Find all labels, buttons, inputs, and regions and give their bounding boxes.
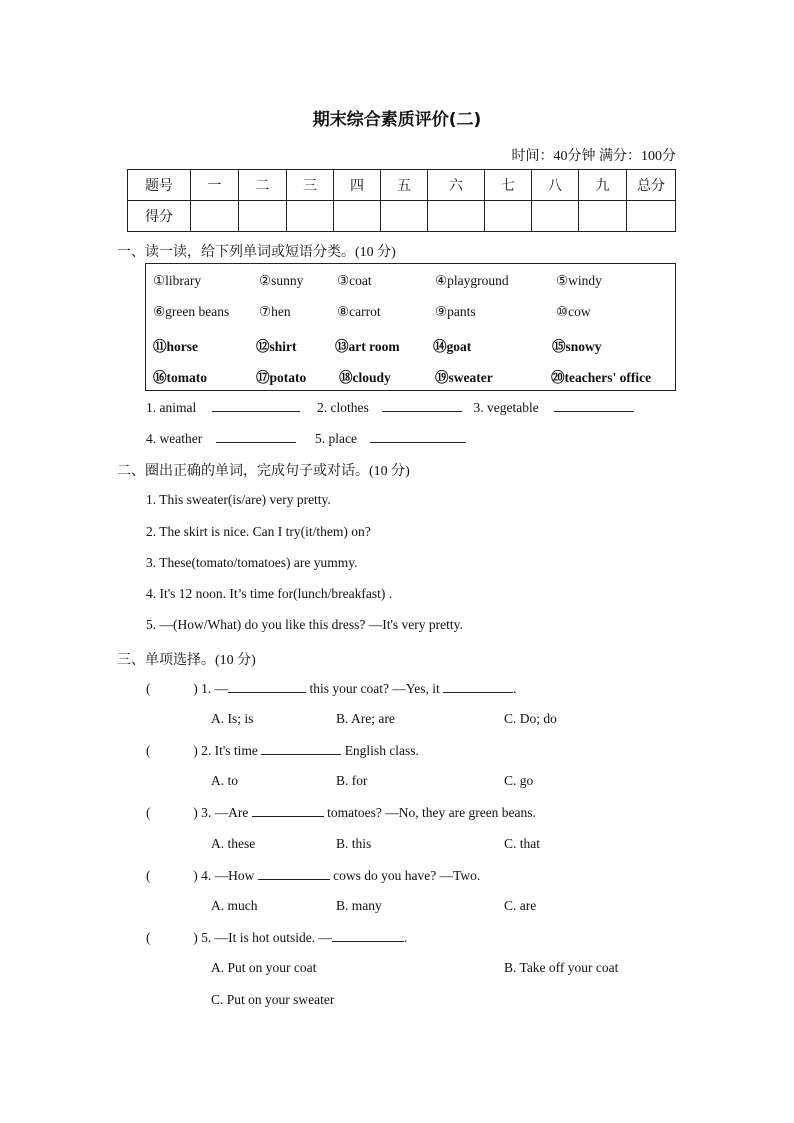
score-cell[interactable] <box>532 201 579 232</box>
category-row-2 <box>146 430 466 447</box>
option-b[interactable]: B. many <box>336 898 382 913</box>
score-header-cell: 题号 <box>128 170 191 201</box>
option-a[interactable]: A. much <box>211 898 258 913</box>
word-item: ⑥green beans <box>153 304 230 319</box>
word-item: ⑦hen <box>259 304 291 319</box>
question-text: this your coat? —Yes, it <box>306 681 444 696</box>
word-item: ⑰potato <box>256 370 307 385</box>
section2-heading: 二、圈出正确的单词，完成句子或对话。(10 分) <box>117 464 410 479</box>
answer-blank[interactable] <box>370 430 466 443</box>
answer-blank[interactable] <box>261 742 341 755</box>
word-item: ⑧carrot <box>337 304 381 319</box>
score-table-header-row <box>128 170 676 201</box>
word-box <box>145 263 676 391</box>
section1-heading: 一、读一读，给下列单词或短语分类。(10 分) <box>117 245 396 260</box>
score-header-cell: 四 <box>334 170 381 201</box>
question-text: 2. It's time <box>201 743 262 758</box>
score-header-cell: 三 <box>287 170 334 201</box>
word-item: ⑳teachers' office <box>551 370 652 385</box>
option-a[interactable]: A. Put on your coat <box>211 960 317 975</box>
answer-blank[interactable] <box>554 399 634 412</box>
score-header-cell: 九 <box>579 170 627 201</box>
question-1 <box>146 680 517 697</box>
word-item: ⑫shirt <box>256 339 297 354</box>
option-a[interactable]: A. Is; is <box>211 711 254 726</box>
answer-paren-close: ) <box>193 930 198 945</box>
question-3 <box>146 804 536 821</box>
question-text: . <box>513 681 517 696</box>
section3-heading: 三、单项选择。(10 分) <box>117 653 256 668</box>
score-cell[interactable] <box>381 201 428 232</box>
answer-blank[interactable] <box>228 680 306 693</box>
option-b[interactable]: B. Take off your coat <box>504 960 619 975</box>
question-text: 3. —Are <box>201 805 252 820</box>
section2-item: 4. It's 12 noon. It’s time for(lunch/breakfast) . <box>146 586 393 601</box>
answer-paren-open: ( <box>146 805 151 820</box>
option-b[interactable]: B. Are; are <box>336 711 395 726</box>
question-text: tomatoes? —No, they are green beans. <box>323 805 536 820</box>
word-item: ⑲sweater <box>435 370 493 385</box>
score-cell[interactable] <box>579 201 627 232</box>
word-item: ⑯tomato <box>153 370 207 385</box>
answer-paren-open: ( <box>146 743 151 758</box>
word-item: ⑱cloudy <box>339 370 391 385</box>
score-cell[interactable] <box>191 201 239 232</box>
answer-blank[interactable] <box>382 399 462 412</box>
word-item: ⑩cow <box>556 304 591 319</box>
score-header-cell: 五 <box>381 170 428 201</box>
score-header-cell: 一 <box>191 170 239 201</box>
question-2 <box>146 742 419 759</box>
answer-blank[interactable] <box>252 804 324 817</box>
score-cell[interactable] <box>334 201 381 232</box>
option-c[interactable]: C. go <box>504 773 534 788</box>
score-cell[interactable] <box>627 201 676 232</box>
exam-info: 时间：40分钟 满分：100分 <box>511 149 676 164</box>
score-header-cell: 总分 <box>627 170 676 201</box>
question-text: . <box>404 930 408 945</box>
word-item: ①library <box>153 273 202 288</box>
word-item: ⑤windy <box>556 273 602 288</box>
answer-paren-open: ( <box>146 681 151 696</box>
word-item: ⑭goat <box>433 339 472 354</box>
question-5 <box>146 929 407 946</box>
answer-paren-open: ( <box>146 868 151 883</box>
option-c[interactable]: C. that <box>504 836 540 851</box>
section2-item: 5. —(How/What) do you like this dress? —It's very pretty. <box>146 617 463 632</box>
answer-paren-close: ) <box>193 805 198 820</box>
word-item: ②sunny <box>259 273 304 288</box>
word-item: ④playground <box>435 273 509 288</box>
question-text: cows do you have? —Two. <box>329 868 481 883</box>
answer-blank[interactable] <box>212 399 300 412</box>
score-cell[interactable] <box>239 201 287 232</box>
answer-blank[interactable] <box>332 929 404 942</box>
question-4 <box>146 867 480 884</box>
answer-paren-close: ) <box>193 681 198 696</box>
question-text: 4. —How <box>201 868 258 883</box>
category-label: 2. clothes <box>317 400 369 415</box>
score-table <box>127 169 676 232</box>
answer-paren-close: ) <box>193 743 198 758</box>
answer-blank[interactable] <box>443 680 513 693</box>
score-header-cell: 七 <box>485 170 532 201</box>
category-label: 4. weather <box>146 431 203 446</box>
word-item: ⑮snowy <box>552 339 602 354</box>
score-header-cell: 二 <box>239 170 287 201</box>
answer-blank[interactable] <box>258 867 330 880</box>
category-row-1 <box>146 399 634 416</box>
score-cell[interactable] <box>485 201 532 232</box>
score-cell[interactable] <box>287 201 334 232</box>
option-b[interactable]: B. for <box>336 773 368 788</box>
option-c[interactable]: C. Put on your sweater <box>211 992 335 1007</box>
score-cell[interactable] <box>428 201 485 232</box>
answer-paren-close: ) <box>193 868 198 883</box>
page-title: 期末综合素质评价(二) <box>312 110 482 130</box>
word-item: ⑨pants <box>435 304 476 319</box>
option-b[interactable]: B. this <box>336 836 372 851</box>
option-c[interactable]: C. Do; do <box>504 711 557 726</box>
option-c[interactable]: C. are <box>504 898 537 913</box>
section2-item: 2. The skirt is nice. Can I try(it/them) on? <box>146 524 371 539</box>
section2-item: 1. This sweater(is/are) very pretty. <box>146 492 331 507</box>
score-row-label: 得分 <box>128 201 191 232</box>
category-label: 3. vegetable <box>473 400 539 415</box>
word-item: ⑪horse <box>153 339 198 354</box>
word-item: ③coat <box>337 273 372 288</box>
category-label: 5. place <box>314 431 357 446</box>
answer-blank[interactable] <box>216 430 296 443</box>
option-a[interactable]: A. these <box>211 836 256 851</box>
question-text: 5. —It is hot outside. — <box>201 930 332 945</box>
section2-item: 3. These(tomato/tomatoes) are yummy. <box>146 555 358 570</box>
score-header-cell: 八 <box>532 170 579 201</box>
score-header-cell: 六 <box>428 170 485 201</box>
option-a[interactable]: A. to <box>211 773 238 788</box>
question-text: English class. <box>341 743 419 758</box>
score-table-score-row <box>128 201 676 232</box>
word-item: ⑬art room <box>335 339 400 354</box>
category-label: 1. animal <box>146 400 197 415</box>
question-text: 1. — <box>201 681 229 696</box>
answer-paren-open: ( <box>146 930 151 945</box>
